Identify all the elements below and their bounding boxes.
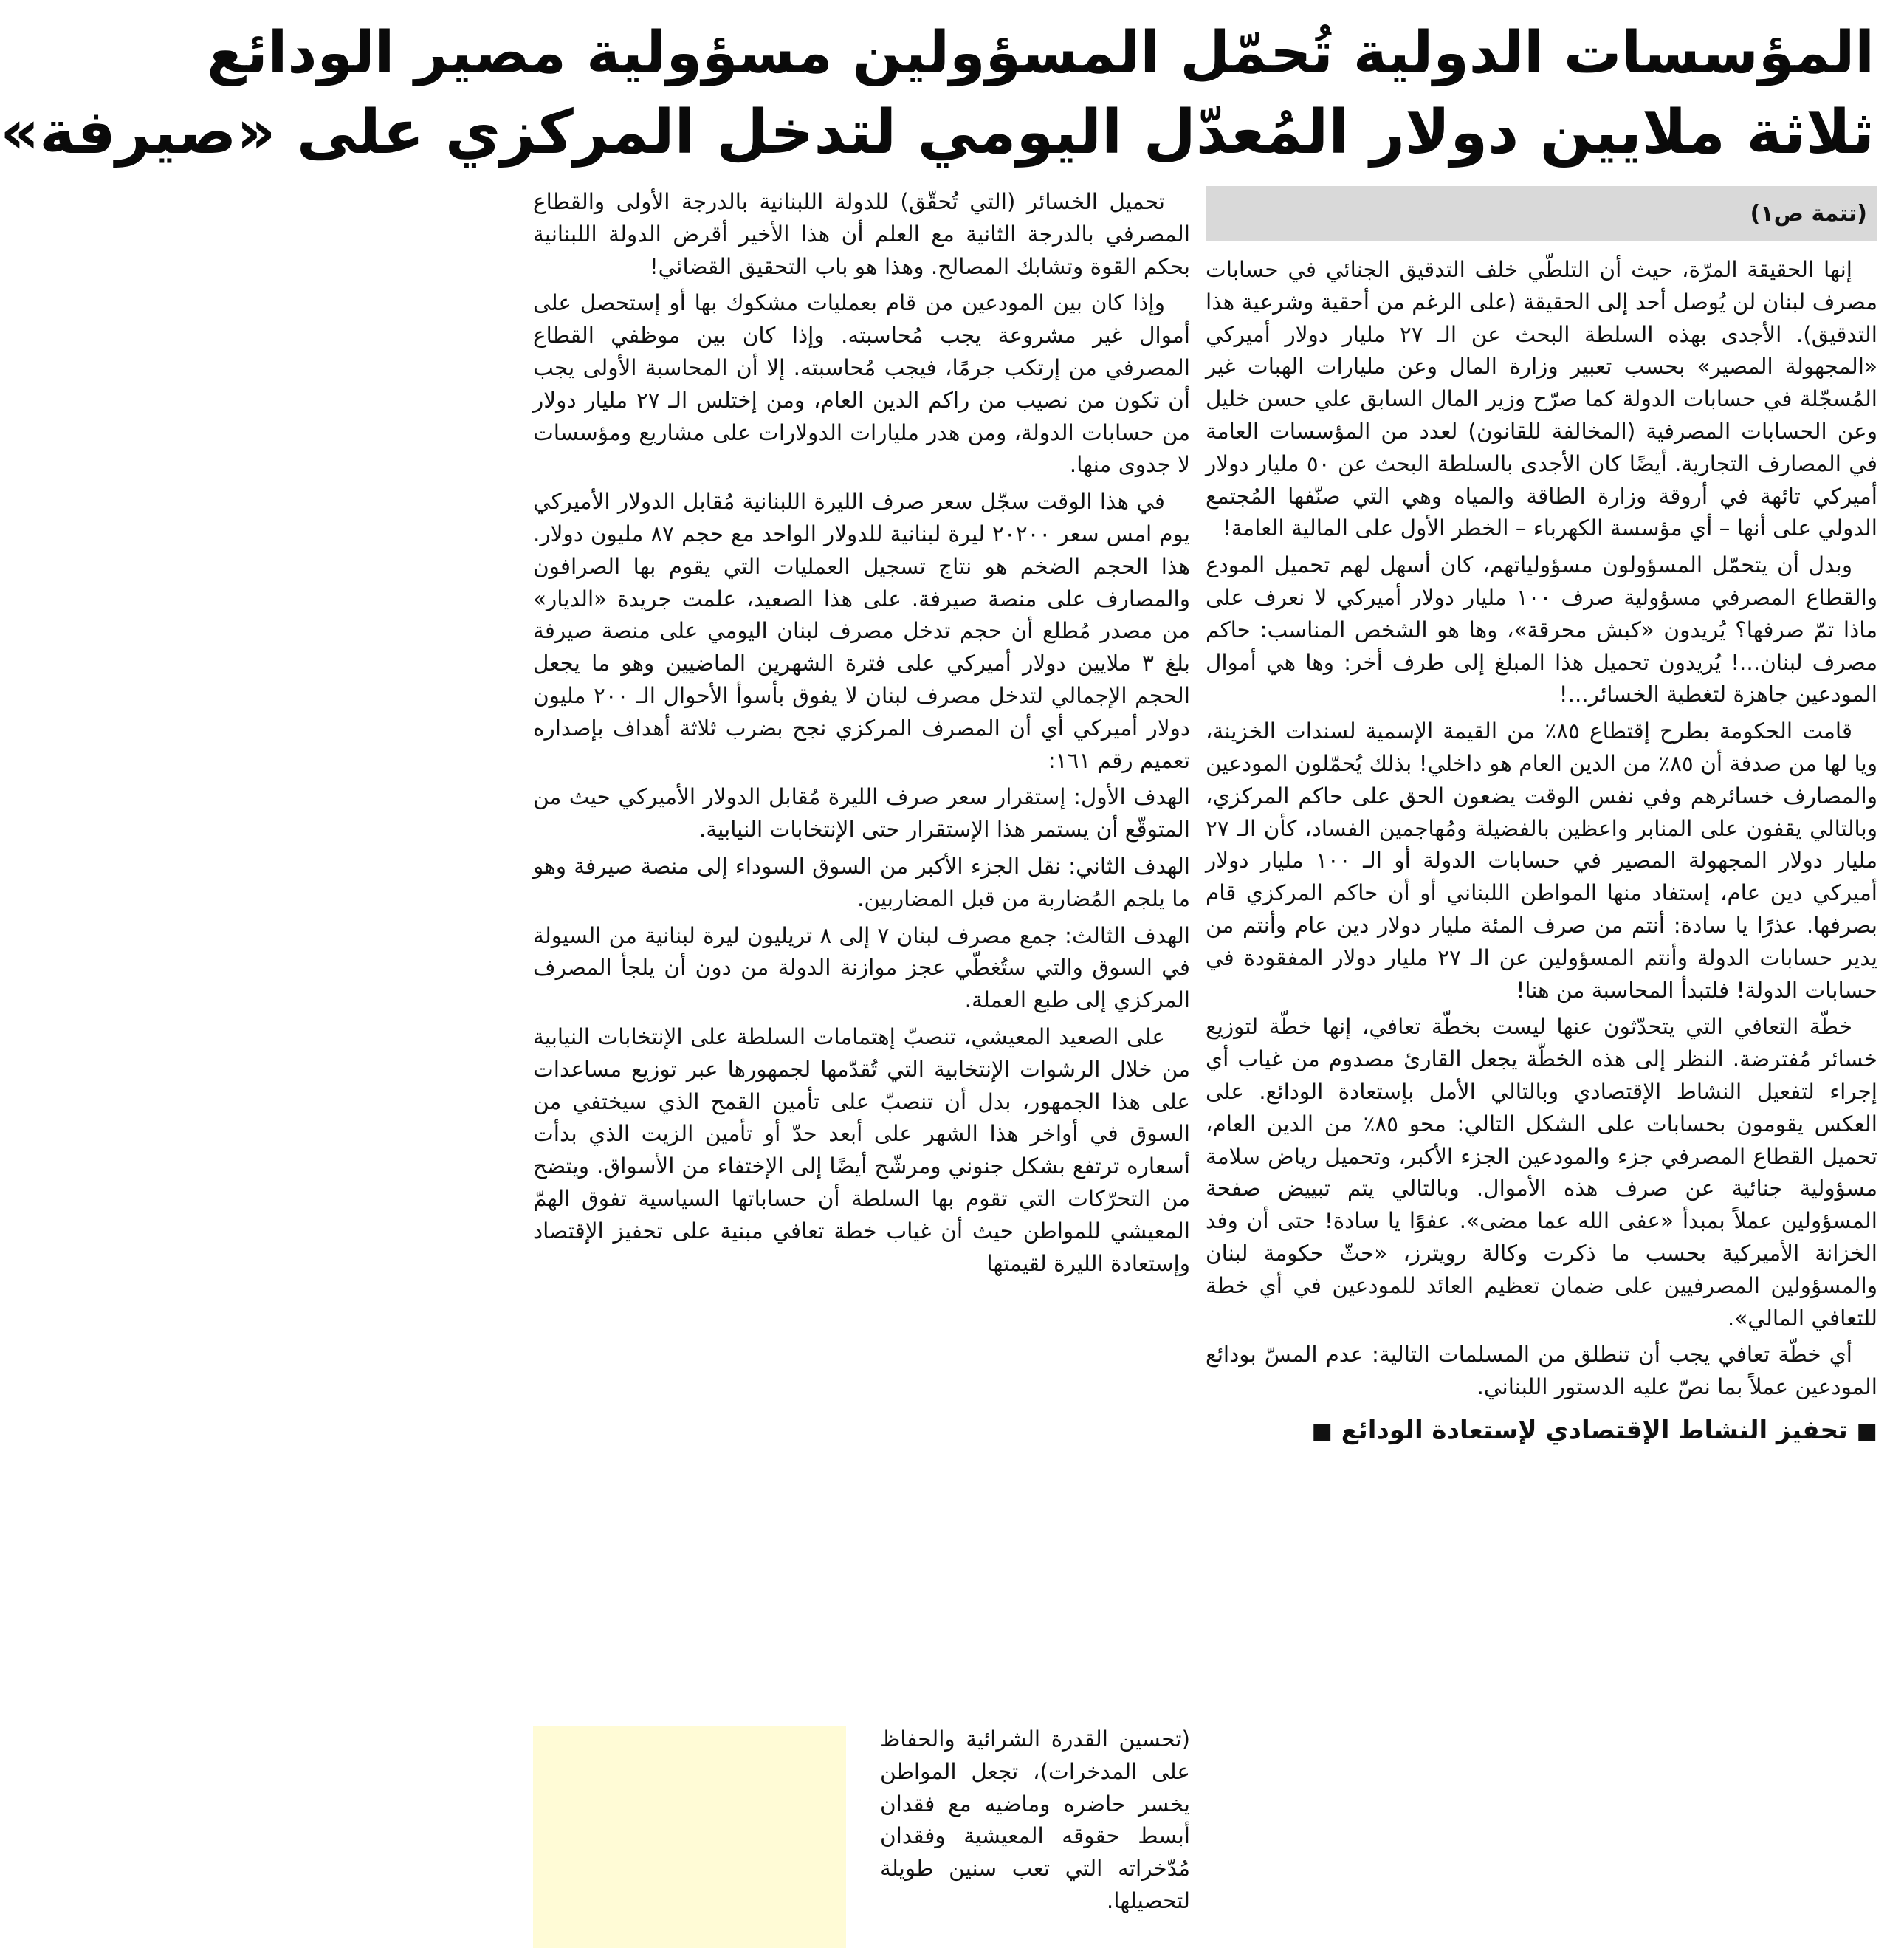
continued-banner <box>1206 186 1877 241</box>
subheading-text: تحفيز النشاط الإقتصادي لإستعادة الودائع <box>1341 1415 1848 1445</box>
square-bullet-icon: ■ <box>1856 1418 1877 1444</box>
article-paragraph: تحميل الخسائر (التي تُحقّق) للدولة اللبنانية بالدرجة الأولى والقطاع المصرفي بالدرجة الثانية مع العلم أن هذا الأخير أقرض الدولة اللبنانية بحكم القوة وتشابك المصالح. وهذا هو باب التحقيق القضائي! <box>533 189 1190 279</box>
article-paragraph: وبدل أن يتحمّل المسؤولون مسؤولياتهم، كان أسهل لهم تحميل المودع والقطاع المصرفي مسؤولية صرف ١٠٠ مليار دولار أميركي لا نعرف على ماذا تمّ صرفها؟ يُريدون «كبش محرقة»، وها هو الشخص المناسب: حاكم مصرف لبنان...! يُريدون تحميل هذا المبلغ إلى طرف أخر: وها هي أموال المودعين جاهزة لتغطية الخسائر...! <box>1206 552 1878 707</box>
headline-line-2: ثلاثة ملايين دولار المُعدّل اليومي لتدخل المركزي على «صيرفة» <box>0 97 1874 168</box>
article-paragraph: (تحسين القدرة الشرائية والحفاظ على المدخرات)، تجعل المواطن يخسر حاضره وماضيه مع فقدان أبسط حقوقه المعيشية وفقدان مُدّخراته التي تعب سنين طويلة لتحصيلها. <box>880 1726 1190 1913</box>
article-paragraph: في هذا الوقت سجّل سعر صرف الليرة اللبنانية مُقابل الدولار الأميركي يوم امس سعر ٢٠٢٠٠ ليرة لبنانية للدولار الواحد مع حجم ٨٧ مليون دولار. هذا الحجم الضخم هو نتاج تسجيل العمليات التي يقوم بها الصرافون والمصارف على منصة صيرفة. على هذا الصعيد، علمت جريدة «الديار» من مصدر مُطلع أن حجم تدخل مصرف لبنان اليومي على منصة صيرفة بلغ ٣ ملايين دولار أميركي على فترة الشهرين الماضيين وهو ما يجعل الحجم الإجمالي لتدخل مصرف لبنان لا يفوق بأسوأ الأحوال الـ ٢٠٠ مليون دولار أميركي أي أن المصرف المركزي نجح بضرب ثلاثة أهداف بإصداره تعميم رقم ١٦١: <box>533 489 1190 773</box>
ad-placeholder-box <box>533 1726 846 1948</box>
section-subheading <box>1206 1411 1877 1451</box>
narrow-text-block <box>880 1724 1190 1922</box>
article-paragraph: على الصعيد المعيشي، تنصبّ إهتمامات السلطة على الإنتخابات النيابية من خلال الرشوات الإنتخابية التي تُقدّمها لجمهورها عبر توزيع مساعدات على هذا الجمهور، بدل أن تنصبّ على تأمين القمح الذي سيختفي من السوق في أواخر هذا الشهر على أبعد حدّ أو تأمين الزيت الذي بدأت أسعاره ترتفع بشكل جنوني ومرشّح أيضًا إلى الإختفاء من الأسواق. ويتضح من التحرّكات التي تقوم بها السلطة أن حساباتها السياسية تفوق الهمّ المعيشي للمواطن حيث أن غياب خطة تعافي مبنية على تحفيز الإقتصاد وإستعادة الليرة لقيمتها <box>533 1023 1190 1276</box>
article-paragraph: قامت الحكومة بطرح إقتطاع ٨٥٪ من القيمة الإسمية لسندات الخزينة، ويا لها من صدفة أن ٨٥٪ من الدين العام هو داخلي! بذلك يُحمّلون المودعين والمصارف خسائرهم وفي نفس الوقت يضعون الحق على حاكم المركزي، وبالتالي يقفون على المنابر واعظين بالفضيلة ومُهاجمين الفساد، كأن الـ ٢٧ مليار دولار المجهولة المصير في حسابات الدولة أو الـ ١٠٠ مليار دولار أميركي دين عام، إستفاد منها المواطن اللبناني أو أن حاكم المركزي قام بصرفها. عذرًا يا سادة: أنتم من صرف المئة مليار دولار دين عام وأنتم من يدير حسابات الدولة وأنتم المسؤولين عن الـ ٢٧ مليار دولار المفقودة في حسابات الدولة! فلتبدأ المحاسبة من هنا! <box>1206 719 1877 1003</box>
continued-label: (تتمة ص١) <box>1750 200 1867 227</box>
article-paragraph: إنها الحقيقة المرّة، حيث أن التلطّي خلف التدقيق الجنائي في حسابات مصرف لبنان لن يُوصل أحد إلى الحقيقة (على الرغم من أحقية وشرعية هذا التدقيق). الأجدى بهذه السلطة البحث عن الـ ٢٧ مليار دولار أميركي «المجهولة المصير» بحسب تعبير وزارة المال وعن مليارات الهبات غير المُسجّلة في حسابات الدولة كما صرّح وزير المال السابق علي حسن خليل وعن الحسابات المصرفية (المخالفة للقانون) لعدد من المؤسسات العامة في المصارف التجارية. أيضًا كان الأجدى بالسلطة البحث عن ٥٠ مليار دولار أميركي تائهة في أروقة وزارة الطاقة والمياه وهي التي صنّفها المُجتمع الدولي على أنها – أي مؤسسة الكهرباء – الخطر الأول على المالية العامة! <box>1206 257 1877 541</box>
article-paragraph: الهدف الثالث: جمع مصرف لبنان ٧ إلى ٨ تريليون ليرة لبنانية من السيولة في السوق والتي ستُغطّي عجز موازنة الدولة من دون أن يلجأ المصرف المركزي إلى طبع العملة. <box>533 922 1191 1013</box>
square-bullet-icon: ■ <box>1311 1418 1333 1444</box>
article-column-left <box>533 186 1191 1913</box>
headline-line-1: المؤسسات الدولية تُحمّل المسؤولين مسؤولية مصير الودائع <box>207 20 1874 86</box>
article-paragraph: الهدف الأول: إستقرار سعر صرف الليرة مُقابل الدولار الأميركي حيث من المتوقّع أن يستمر هذا الإستقرار حتى الإنتخابات النيابية. <box>533 784 1190 843</box>
article-paragraph: وإذا كان بين المودعين من قام بعمليات مشكوك بها أو إستحصل على أموال غير مشروعة يجب مُحاسبته. وإذا كان بين موظفي القطاع المصرفي من إرتكب جرمًا، فيجب مُحاسبته. إلا أن المحاسبة الأولى يجب أن تكون من نصيب من راكم الدين العام، ومن إختلس الـ ٢٧ مليار دولار من حسابات الدولة، ومن هدر مليارات الدولارات على مشاريع ومؤسسات لا جدوى منها. <box>533 290 1190 478</box>
article-column-right <box>1206 186 1877 1884</box>
article-paragraph: الهدف الثاني: نقل الجزء الأكبر من السوق السوداء إلى منصة صيرفة وهو ما يلجم المُضاربة من قبل المضاربين. <box>533 853 1190 911</box>
article-paragraph: خطّة التعافي التي يتحدّثون عنها ليست بخطّة تعافي، إنها خطّة لتوزيع خسائر مُفترضة. النظر إلى هذه الخطّة يجعل القارئ مصدوم من غياب أي إجراء لتفعيل النشاط الإقتصادي وبالتالي الأمل بإستعادة الودائع. على العكس يقومون بحسابات على الشكل التالي: محو ٨٥٪ من الدين العام، تحميل القطاع المصرفي جزء والمودعين الجزء الأكبر، وتحميل رياض سلامة مسؤولية جنائية عن صرف هذه الأموال. وبالتالي يتم تبييض صفحة المسؤولين عملاً بمبدأ «عفى الله عما مضى». عفوًا يا سادة! حتى أن وفد الخزانة الأميركية بحسب ما ذكرت وكالة رويترز، «حثّ حكومة لبنان والمسؤولين المصرفيين على ضمان تعظيم العائد للمودعين في أي خطة للتعافي المالي». <box>1206 1014 1877 1331</box>
article-paragraph: أي خطّة تعافي يجب أن تنطلق من المسلمات التالية: عدم المسّ بودائع المودعين عملاً بما نصّ عليه الدستور اللبناني. <box>1206 1342 1877 1400</box>
